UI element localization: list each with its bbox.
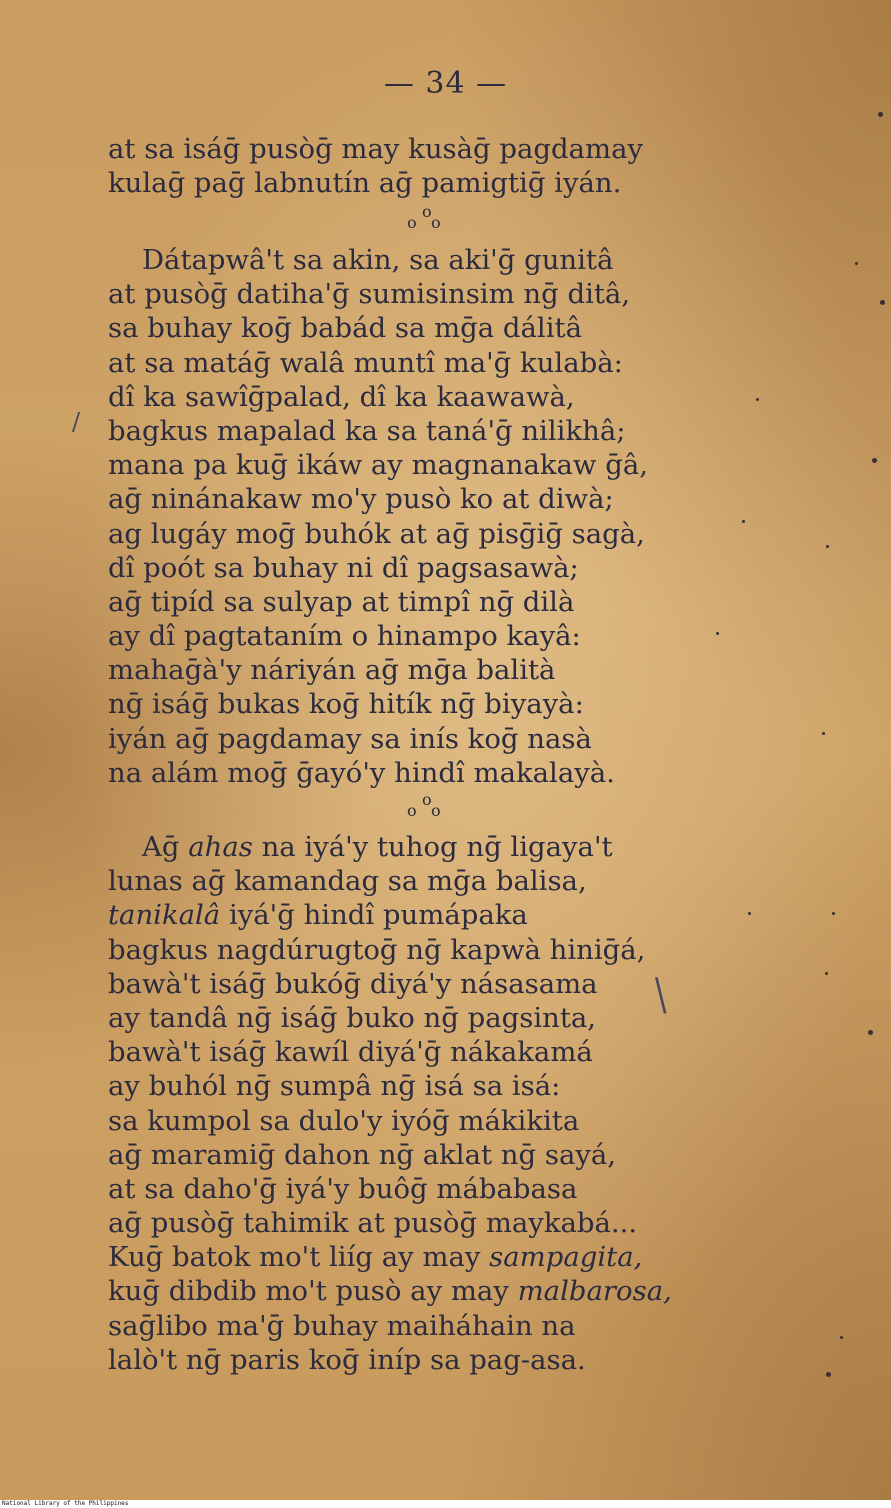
paper-speck [748,912,751,915]
italic-word: malbarosa, [517,1275,672,1308]
library-credit: National Library of the Philippines [0,1500,891,1508]
verse-line: sa buhay koḡ babád sa mḡa dálitâ [108,312,582,345]
verse-line: aḡ pusòḡ tahimik at pusòḡ maykabá... [108,1207,638,1240]
verse-line: Kuḡ batok mo't liíg ay may sampagita, [108,1241,643,1274]
verse-line: bagkus nagdúrugtoḡ nḡ kapwà hiniḡá, [108,933,646,966]
separator-dot: o [407,213,417,232]
verse-line: bagkus mapalad ka sa taná'ḡ nilikhâ; [108,414,626,447]
verse-line: ay tandâ nḡ isáḡ buko nḡ pagsinta, [108,1001,597,1034]
verse-line: aḡ ninánakaw mo'y pusò ko at diwà; [108,483,614,516]
paper-speck [742,520,745,523]
verse-line: ay buhól nḡ sumpâ nḡ isá sa isá: [108,1070,561,1103]
verse-line: lalò't nḡ paris koḡ iníp sa pag-asa. [108,1343,586,1376]
stanza-2 [108,243,648,790]
paper-speck [756,398,759,401]
paper-speck [825,972,828,975]
verse-line: aḡ maramiḡ dahon nḡ aklat nḡ sayá, [108,1138,617,1171]
verse-line: lunas aḡ kamandag sa mḡa balisa, [108,865,587,898]
separator-dot: o [431,213,441,232]
separator-dot: o [422,202,432,221]
stanza-separator [405,790,445,820]
verse-line: kuḡ dibdib mo't pusò ay may malbarosa, [108,1275,672,1308]
paper-speck [868,1030,873,1035]
paper-speck [878,112,883,117]
pencil-bracket-mark: \ [655,969,667,1021]
verse-line: Dátapwâ't sa akin, sa aki'ḡ gunitâ [142,244,614,276]
separator-dot: o [422,790,432,809]
page-number: — 34 — [383,66,508,101]
verse-line: mahaḡà'y náriyán aḡ mḡa balità [108,654,556,687]
verse-line: aḡ tipíd sa sulyap at timpî nḡ dilà [108,585,575,618]
separator-dot: o [431,801,441,820]
verse-line: kulaḡ paḡ labnutín aḡ pamigtiḡ iyán. [108,167,622,200]
paper-speck [716,632,719,635]
verse-line: mana pa kuḡ ikáw ay magnanakaw ḡâ, [108,449,648,482]
verse-line: tanikalâ iyá'ḡ hindî pumápaka [108,899,528,932]
verse-line: saḡlibo ma'ḡ buhay maiháhain na [108,1309,576,1342]
verse-line: na alám moḡ ḡayó'y hindî makalayà. [108,756,615,789]
pencil-tick-mark: / [72,408,81,436]
verse-line: bawà't isáḡ bukóḡ diyá'y násasama [108,967,598,1000]
verse-line: at sa daho'ḡ iyá'y buôḡ mábabasa [108,1172,578,1205]
separator-dot: o [407,801,417,820]
italic-word: sampagita, [489,1241,643,1274]
verse-line: ay dî pagtataním o hinampo kayâ: [108,620,581,653]
paper-speck [840,1336,843,1339]
paper-speck [872,458,877,463]
paper-speck [855,262,858,265]
verse-line: dî ka sawîḡpalad, dî ka kaawawà, [108,380,575,413]
verse-line: sa kumpol sa dulo'y iyóḡ mákikita [108,1104,580,1137]
italic-word: ahas [188,831,253,863]
stanza-1 [108,132,643,200]
stanza-3 [108,830,672,1377]
verse-line: at sa isáḡ pusòḡ may kusàḡ pagdamay [108,133,644,165]
paper-speck [822,732,825,735]
paper-speck [832,912,835,915]
paper-speck [826,545,829,548]
verse-line: Aḡ ahas na iyá'y tuhog nḡ ligaya't [142,831,613,863]
verse-line: iyán aḡ pagdamay sa inís koḡ nasà [108,722,592,755]
verse-line: at pusòḡ datiha'ḡ sumisinsim nḡ ditâ, [108,278,631,311]
italic-word: tanikalâ [108,899,221,932]
verse-line: at sa matáḡ walâ muntî ma'ḡ kulabà: [108,346,623,379]
verse-line: bawà't isáḡ kawíl diyá'ḡ nákakamá [108,1036,593,1069]
verse-line: nḡ isáḡ bukas koḡ hitík nḡ biyayà: [108,688,584,721]
paper-speck [880,300,885,305]
stanza-separator [405,202,445,232]
verse-line: ag lugáy moḡ buhók at aḡ pisḡiḡ sagà, [108,517,645,550]
paper-speck [826,1372,831,1377]
verse-line: dî poót sa buhay ni dî pagsasawà; [108,551,579,584]
